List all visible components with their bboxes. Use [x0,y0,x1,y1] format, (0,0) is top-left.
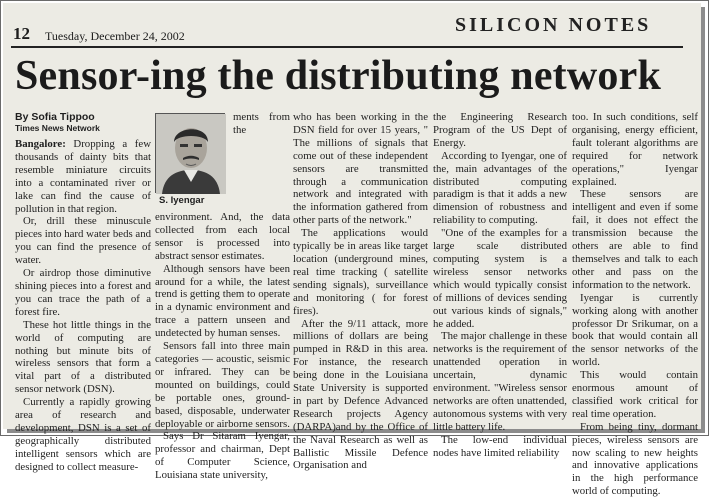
article-column-3 [293,111,428,472]
paragraph: "One of the examples for a large scale distributed computing system is a wireless sensor networks which would typically consist of millions of devices sending out various kinds of signals," he added. [433,227,567,330]
headline: Sensor-ing the distributing network [15,53,662,99]
paragraph: This would contain enormous amount of classified work critical for real time operation. [572,369,698,420]
paragraph: the Engineering Research Program of the US Dept of Energy. [433,111,567,149]
paragraph: Currently a rapidly growing area of research and development, DSN is a set of geographically distributed intelligent sensors which are designed to collect measure- [15,396,151,473]
portrait [155,113,225,207]
paragraph: The major challenge in these networks is the requirement of unattended operation in uncertain, dynamic environment. "Wireless sensor networks are often unattended, autonomous systems with very little battery life. [433,330,567,433]
byline: By Sofia Tippoo [15,111,95,123]
paragraph: The low-end individual nodes have limited reliability [433,433,567,459]
paragraph: Or, drill these minuscule pieces into hard water beds and you can find the presence of water. [15,215,151,267]
paragraph: ments from the environment. And, the data collected from each local sensor is processed into abstract sensor estimates. [155,111,290,262]
paragraph: who has been working in the DSN field for over 15 years, " The millions of signals that come out of these independent sensors are transmitted through a communication network and integrated with the information gathered from other parts of the network." [293,111,428,227]
section-title: SILICON NOTES [455,14,652,36]
paragraph: Bangalore: Dropping a few thousands of dainty bits that resemble miniature circuits into a contaminated river or lake can find the cause of pollution in that region. [15,138,151,215]
paragraph: These hot little things in the world of computing are nothing but minute bits of wireless sensors that form a vital part of a distributed sensor network (DSN). [15,318,151,396]
article-column-4 [433,111,567,459]
paragraph: Sensors fall into three main categories — acoustic, seismic or infrared. They can be mounted on buildings, could be portable ones, ground-based, disposable, underwater deployable or airborne sensors. [155,340,290,430]
paragraph: The applications would typically be in areas like target location (underground mines, real time tracking ( satellite sending signals), surveillance and monitoring ( for forest fires). [293,227,428,317]
page-number: 12 [13,24,30,43]
newspaper-clipping [3,3,701,498]
paragraph: Or airdrop those diminutive shining pieces into a forest and you can trace the path of a forest fire. [15,267,151,318]
paragraph: Although sensors have been around for a while, the latest trend is getting them to operate in a dynamic environment and trace a pattern unseen and undetected by human senses. [155,262,290,340]
paragraph: These sensors are intelligent and even if some fail, it does not effect the transmission because the others are able to find themselves and talk to each other and pass on the information to the network. [572,188,698,291]
news-organization: Times News Network [15,123,100,133]
portrait-photo [155,113,225,193]
dateline: Bangalore: [15,138,66,150]
article-column-5 [572,111,698,498]
paragraph: After the 9/11 attack, more millions of dollars are being pumped in R&D in this area. For instance, the research being done in the Louisiana State University is supported in part by Defence Advanced Research projects Agency (DARPA)and by the Office of the Naval Research as well as Ballistic Missile Defence Organisation and [293,317,428,472]
person-portrait-icon [156,114,226,194]
paragraph: Says Dr Sitaram Iyengar, professor and chairman, Dept of Computer Science, Louisiana state university, [155,430,290,482]
header-rule [11,46,683,48]
article-column-2 [155,111,290,482]
article-column-1 [15,111,151,473]
photo-caption: S. Iyengar [159,195,205,206]
paragraph: From being tiny, dormant pieces, wireless sensors are now scaling to new heights and innovative applications in the high performance world of computing. [572,420,698,498]
paragraph: According to Iyengar, one of the, main advantages of the distributed computing paradigm is that it adds a new dimension of robustness and reliability to computing. [433,149,567,227]
page-date: Tuesday, December 24, 2002 [45,29,185,43]
paragraph: too. In such conditions, self organising, energy efficient, fault tolerant algorithms are required for network operations," Iyengar explained. [572,111,698,188]
paragraph: Iyengar is currently working along with another professor Dr Srikumar, on a book that would contain all the sensor networks of the world. [572,291,698,369]
